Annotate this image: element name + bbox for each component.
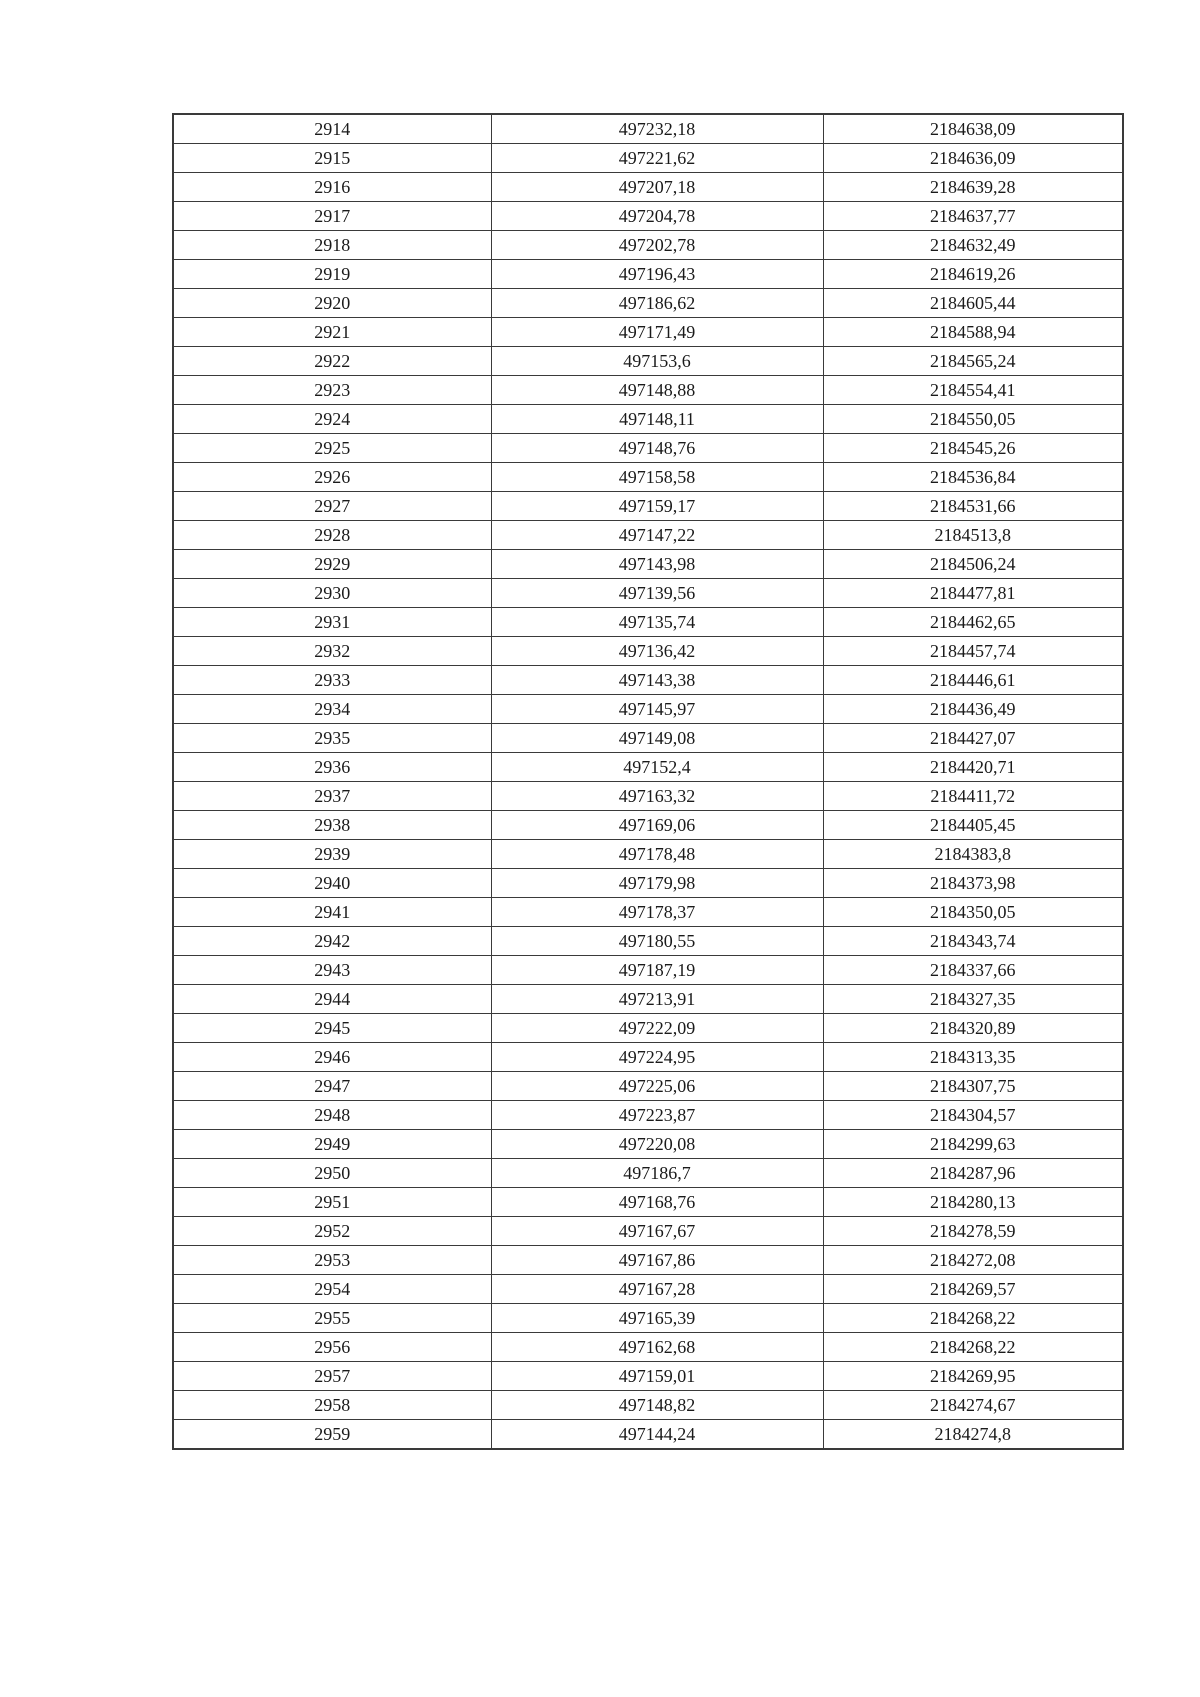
table-row: [173, 1101, 1123, 1130]
x-coordinate-cell: 497144,24: [491, 1420, 823, 1450]
table-row: [173, 1275, 1123, 1304]
point-number-cell: 2959: [173, 1420, 491, 1450]
y-coordinate-cell: 2184588,94: [823, 318, 1123, 347]
y-coordinate-cell: 2184554,41: [823, 376, 1123, 405]
point-number-cell: 2947: [173, 1072, 491, 1101]
x-coordinate-cell: 497152,4: [491, 753, 823, 782]
table-row: [173, 260, 1123, 289]
x-coordinate-cell: 497135,74: [491, 608, 823, 637]
x-coordinate-cell: 497180,55: [491, 927, 823, 956]
point-number-cell: 2925: [173, 434, 491, 463]
point-number-cell: 2957: [173, 1362, 491, 1391]
table-row: [173, 347, 1123, 376]
point-number-cell: 2928: [173, 521, 491, 550]
x-coordinate-cell: 497213,91: [491, 985, 823, 1014]
table-row: [173, 463, 1123, 492]
point-number-cell: 2937: [173, 782, 491, 811]
y-coordinate-cell: 2184632,49: [823, 231, 1123, 260]
point-number-cell: 2920: [173, 289, 491, 318]
table-row: [173, 608, 1123, 637]
x-coordinate-cell: 497153,6: [491, 347, 823, 376]
x-coordinate-cell: 497179,98: [491, 869, 823, 898]
point-number-cell: 2921: [173, 318, 491, 347]
y-coordinate-cell: 2184436,49: [823, 695, 1123, 724]
x-coordinate-cell: 497220,08: [491, 1130, 823, 1159]
point-number-cell: 2935: [173, 724, 491, 753]
x-coordinate-cell: 497196,43: [491, 260, 823, 289]
table-row: [173, 202, 1123, 231]
point-number-cell: 2930: [173, 579, 491, 608]
coordinates-table: [172, 113, 1124, 1450]
table-row: [173, 492, 1123, 521]
y-coordinate-cell: 2184565,24: [823, 347, 1123, 376]
y-coordinate-cell: 2184268,22: [823, 1333, 1123, 1362]
x-coordinate-cell: 497232,18: [491, 114, 823, 144]
table-row: [173, 811, 1123, 840]
point-number-cell: 2956: [173, 1333, 491, 1362]
table-row: [173, 1420, 1123, 1450]
y-coordinate-cell: 2184278,59: [823, 1217, 1123, 1246]
x-coordinate-cell: 497222,09: [491, 1014, 823, 1043]
y-coordinate-cell: 2184619,26: [823, 260, 1123, 289]
table-row: [173, 550, 1123, 579]
y-coordinate-cell: 2184269,95: [823, 1362, 1123, 1391]
y-coordinate-cell: 2184545,26: [823, 434, 1123, 463]
table-row: [173, 231, 1123, 260]
point-number-cell: 2917: [173, 202, 491, 231]
y-coordinate-cell: 2184320,89: [823, 1014, 1123, 1043]
point-number-cell: 2924: [173, 405, 491, 434]
point-number-cell: 2939: [173, 840, 491, 869]
y-coordinate-cell: 2184299,63: [823, 1130, 1123, 1159]
point-number-cell: 2922: [173, 347, 491, 376]
x-coordinate-cell: 497162,68: [491, 1333, 823, 1362]
x-coordinate-cell: 497186,62: [491, 289, 823, 318]
table-row: [173, 1217, 1123, 1246]
y-coordinate-cell: 2184280,13: [823, 1188, 1123, 1217]
table-row: [173, 927, 1123, 956]
table-row: [173, 666, 1123, 695]
y-coordinate-cell: 2184457,74: [823, 637, 1123, 666]
point-number-cell: 2919: [173, 260, 491, 289]
x-coordinate-cell: 497207,18: [491, 173, 823, 202]
table-row: [173, 840, 1123, 869]
y-coordinate-cell: 2184287,96: [823, 1159, 1123, 1188]
point-number-cell: 2933: [173, 666, 491, 695]
x-coordinate-cell: 497169,06: [491, 811, 823, 840]
y-coordinate-cell: 2184477,81: [823, 579, 1123, 608]
y-coordinate-cell: 2184531,66: [823, 492, 1123, 521]
x-coordinate-cell: 497163,32: [491, 782, 823, 811]
table-row: [173, 289, 1123, 318]
point-number-cell: 2934: [173, 695, 491, 724]
x-coordinate-cell: 497143,98: [491, 550, 823, 579]
table-row: [173, 1246, 1123, 1275]
y-coordinate-cell: 2184269,57: [823, 1275, 1123, 1304]
table-row: [173, 1188, 1123, 1217]
point-number-cell: 2948: [173, 1101, 491, 1130]
table-row: [173, 1159, 1123, 1188]
table-row: [173, 521, 1123, 550]
point-number-cell: 2927: [173, 492, 491, 521]
table-row: [173, 376, 1123, 405]
y-coordinate-cell: 2184337,66: [823, 956, 1123, 985]
y-coordinate-cell: 2184327,35: [823, 985, 1123, 1014]
x-coordinate-cell: 497223,87: [491, 1101, 823, 1130]
y-coordinate-cell: 2184272,08: [823, 1246, 1123, 1275]
table-row: [173, 1333, 1123, 1362]
y-coordinate-cell: 2184462,65: [823, 608, 1123, 637]
y-coordinate-cell: 2184638,09: [823, 114, 1123, 144]
x-coordinate-cell: 497147,22: [491, 521, 823, 550]
x-coordinate-cell: 497224,95: [491, 1043, 823, 1072]
point-number-cell: 2946: [173, 1043, 491, 1072]
y-coordinate-cell: 2184383,8: [823, 840, 1123, 869]
y-coordinate-cell: 2184506,24: [823, 550, 1123, 579]
x-coordinate-cell: 497136,42: [491, 637, 823, 666]
y-coordinate-cell: 2184605,44: [823, 289, 1123, 318]
y-coordinate-cell: 2184639,28: [823, 173, 1123, 202]
y-coordinate-cell: 2184307,75: [823, 1072, 1123, 1101]
y-coordinate-cell: 2184420,71: [823, 753, 1123, 782]
x-coordinate-cell: 497158,58: [491, 463, 823, 492]
y-coordinate-cell: 2184446,61: [823, 666, 1123, 695]
point-number-cell: 2914: [173, 114, 491, 144]
table-row: [173, 114, 1123, 144]
table-row: [173, 1014, 1123, 1043]
y-coordinate-cell: 2184405,45: [823, 811, 1123, 840]
point-number-cell: 2940: [173, 869, 491, 898]
x-coordinate-cell: 497148,82: [491, 1391, 823, 1420]
y-coordinate-cell: 2184550,05: [823, 405, 1123, 434]
point-number-cell: 2952: [173, 1217, 491, 1246]
point-number-cell: 2915: [173, 144, 491, 173]
point-number-cell: 2936: [173, 753, 491, 782]
x-coordinate-cell: 497148,76: [491, 434, 823, 463]
x-coordinate-cell: 497178,48: [491, 840, 823, 869]
point-number-cell: 2926: [173, 463, 491, 492]
point-number-cell: 2955: [173, 1304, 491, 1333]
y-coordinate-cell: 2184427,07: [823, 724, 1123, 753]
point-number-cell: 2958: [173, 1391, 491, 1420]
x-coordinate-cell: 497159,17: [491, 492, 823, 521]
y-coordinate-cell: 2184304,57: [823, 1101, 1123, 1130]
x-coordinate-cell: 497159,01: [491, 1362, 823, 1391]
table-row: [173, 956, 1123, 985]
x-coordinate-cell: 497139,56: [491, 579, 823, 608]
table-row: [173, 405, 1123, 434]
x-coordinate-cell: 497178,37: [491, 898, 823, 927]
point-number-cell: 2941: [173, 898, 491, 927]
x-coordinate-cell: 497186,7: [491, 1159, 823, 1188]
table-row: [173, 1304, 1123, 1333]
point-number-cell: 2954: [173, 1275, 491, 1304]
y-coordinate-cell: 2184636,09: [823, 144, 1123, 173]
x-coordinate-cell: 497145,97: [491, 695, 823, 724]
y-coordinate-cell: 2184313,35: [823, 1043, 1123, 1072]
y-coordinate-cell: 2184373,98: [823, 869, 1123, 898]
point-number-cell: 2931: [173, 608, 491, 637]
point-number-cell: 2929: [173, 550, 491, 579]
x-coordinate-cell: 497148,88: [491, 376, 823, 405]
point-number-cell: 2944: [173, 985, 491, 1014]
table-row: [173, 695, 1123, 724]
x-coordinate-cell: 497143,38: [491, 666, 823, 695]
y-coordinate-cell: 2184274,67: [823, 1391, 1123, 1420]
y-coordinate-cell: 2184513,8: [823, 521, 1123, 550]
table-row: [173, 579, 1123, 608]
x-coordinate-cell: 497171,49: [491, 318, 823, 347]
x-coordinate-cell: 497168,76: [491, 1188, 823, 1217]
x-coordinate-cell: 497225,06: [491, 1072, 823, 1101]
x-coordinate-cell: 497187,19: [491, 956, 823, 985]
point-number-cell: 2943: [173, 956, 491, 985]
y-coordinate-cell: 2184274,8: [823, 1420, 1123, 1450]
y-coordinate-cell: 2184637,77: [823, 202, 1123, 231]
table-row: [173, 1072, 1123, 1101]
y-coordinate-cell: 2184350,05: [823, 898, 1123, 927]
table-row: [173, 1362, 1123, 1391]
coordinates-table-body: [173, 114, 1123, 1449]
x-coordinate-cell: 497167,86: [491, 1246, 823, 1275]
point-number-cell: 2945: [173, 1014, 491, 1043]
point-number-cell: 2942: [173, 927, 491, 956]
table-row: [173, 753, 1123, 782]
table-row: [173, 985, 1123, 1014]
x-coordinate-cell: 497167,67: [491, 1217, 823, 1246]
point-number-cell: 2950: [173, 1159, 491, 1188]
point-number-cell: 2918: [173, 231, 491, 260]
point-number-cell: 2953: [173, 1246, 491, 1275]
x-coordinate-cell: 497204,78: [491, 202, 823, 231]
point-number-cell: 2951: [173, 1188, 491, 1217]
table-row: [173, 144, 1123, 173]
x-coordinate-cell: 497148,11: [491, 405, 823, 434]
point-number-cell: 2949: [173, 1130, 491, 1159]
table-row: [173, 318, 1123, 347]
x-coordinate-cell: 497202,78: [491, 231, 823, 260]
table-row: [173, 1043, 1123, 1072]
point-number-cell: 2923: [173, 376, 491, 405]
table-row: [173, 1391, 1123, 1420]
point-number-cell: 2916: [173, 173, 491, 202]
x-coordinate-cell: 497167,28: [491, 1275, 823, 1304]
x-coordinate-cell: 497221,62: [491, 144, 823, 173]
y-coordinate-cell: 2184411,72: [823, 782, 1123, 811]
table-row: [173, 898, 1123, 927]
table-row: [173, 782, 1123, 811]
y-coordinate-cell: 2184268,22: [823, 1304, 1123, 1333]
table-row: [173, 637, 1123, 666]
table-row: [173, 724, 1123, 753]
x-coordinate-cell: 497149,08: [491, 724, 823, 753]
y-coordinate-cell: 2184536,84: [823, 463, 1123, 492]
table-row: [173, 1130, 1123, 1159]
x-coordinate-cell: 497165,39: [491, 1304, 823, 1333]
table-row: [173, 173, 1123, 202]
point-number-cell: 2938: [173, 811, 491, 840]
y-coordinate-cell: 2184343,74: [823, 927, 1123, 956]
table-row: [173, 869, 1123, 898]
table-row: [173, 434, 1123, 463]
point-number-cell: 2932: [173, 637, 491, 666]
